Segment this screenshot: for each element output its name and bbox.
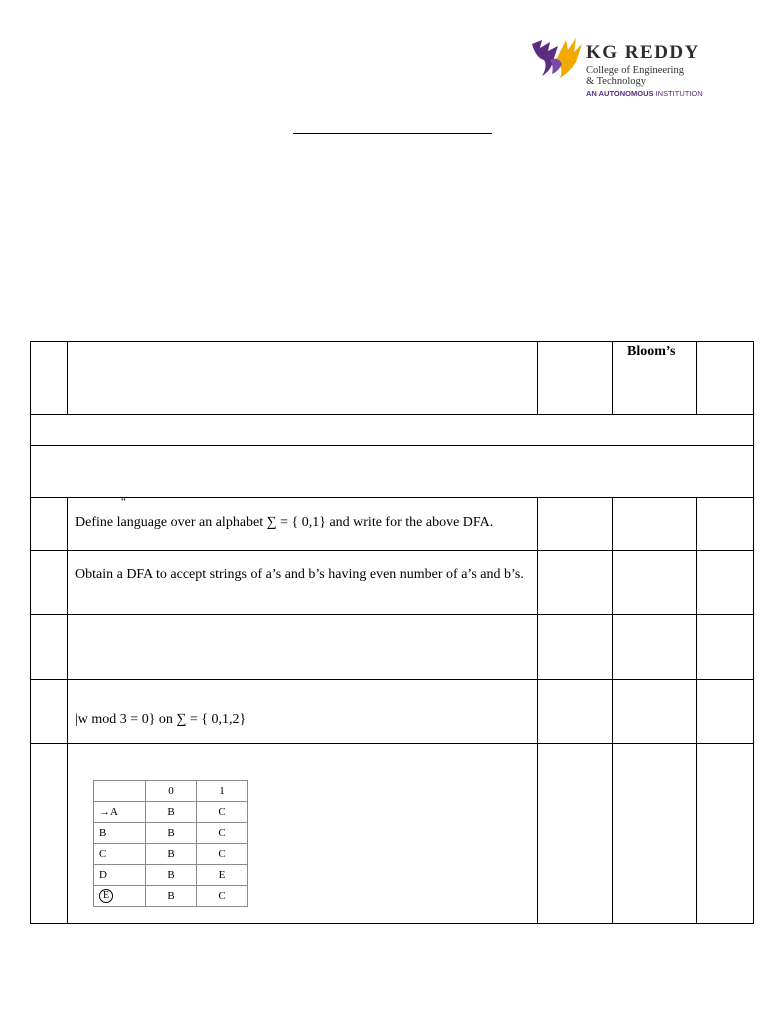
table-row bbox=[94, 844, 248, 865]
table-border-top bbox=[30, 341, 754, 342]
row-divider bbox=[30, 414, 754, 415]
table-row bbox=[94, 865, 248, 886]
transition-cell: B bbox=[146, 823, 197, 844]
logo-tagline bbox=[586, 89, 703, 98]
transition-cell: C bbox=[197, 886, 248, 907]
final-state-marker: E bbox=[99, 889, 113, 903]
state-cell: D bbox=[94, 865, 146, 886]
blooms-header: Bloom’s bbox=[627, 344, 676, 359]
col-divider bbox=[67, 497, 68, 924]
col-divider bbox=[612, 341, 613, 414]
transition-cell: C bbox=[197, 844, 248, 865]
table-border-left bbox=[30, 341, 31, 924]
logo-name: KG REDDY bbox=[586, 42, 700, 63]
logo-tagline-rest: INSTITUTION bbox=[653, 89, 703, 98]
table-row bbox=[94, 886, 248, 907]
row-divider bbox=[30, 550, 754, 551]
transition-cell: B bbox=[146, 844, 197, 865]
col-divider bbox=[612, 497, 613, 924]
state-cell: B bbox=[94, 823, 146, 844]
row-divider bbox=[30, 614, 754, 615]
header-cell: 0 bbox=[146, 781, 197, 802]
transition-cell: E bbox=[197, 865, 248, 886]
row-divider bbox=[30, 445, 754, 446]
row-divider bbox=[30, 743, 754, 744]
transition-cell: B bbox=[146, 865, 197, 886]
logo-subtitle-line2: & Technology bbox=[586, 76, 647, 87]
row-divider bbox=[30, 497, 754, 498]
table-border-bottom bbox=[30, 923, 754, 924]
logo-tagline-bold: AN AUTONOMOUS bbox=[586, 89, 654, 98]
question-1-text: Define language over an alphabet ∑ = { 0,1} and write for the above DFA. bbox=[75, 515, 494, 530]
col-divider bbox=[696, 341, 697, 414]
transition-cell: C bbox=[197, 802, 248, 823]
question-4-text: |w mod 3 = 0} on ∑ = { 0,1,2} bbox=[75, 712, 247, 727]
col-divider bbox=[537, 497, 538, 924]
question-1-quote-mark: “ bbox=[121, 496, 126, 508]
state-cell: C bbox=[94, 844, 146, 865]
header-cell bbox=[94, 781, 146, 802]
row-divider bbox=[30, 679, 754, 680]
state-cell bbox=[94, 886, 146, 907]
header-cell: 1 bbox=[197, 781, 248, 802]
col-divider bbox=[696, 497, 697, 924]
table-row bbox=[94, 802, 248, 823]
title-underline bbox=[293, 133, 492, 134]
eagle-logo-icon bbox=[530, 36, 584, 82]
table-border-right bbox=[753, 341, 754, 924]
transition-table bbox=[93, 780, 248, 907]
transition-cell: B bbox=[146, 802, 197, 823]
question-2-text: Obtain a DFA to accept strings of a’s and b’s having even number of a’s and b’s. bbox=[75, 567, 524, 582]
col-divider bbox=[67, 341, 68, 414]
college-logo bbox=[530, 36, 720, 106]
col-divider bbox=[537, 341, 538, 414]
transition-cell: B bbox=[146, 886, 197, 907]
logo-subtitle-line1: College of Engineering bbox=[586, 65, 684, 76]
transition-cell: C bbox=[197, 823, 248, 844]
table-row bbox=[94, 823, 248, 844]
transition-table-header bbox=[94, 781, 248, 802]
state-cell: →A bbox=[94, 802, 146, 823]
